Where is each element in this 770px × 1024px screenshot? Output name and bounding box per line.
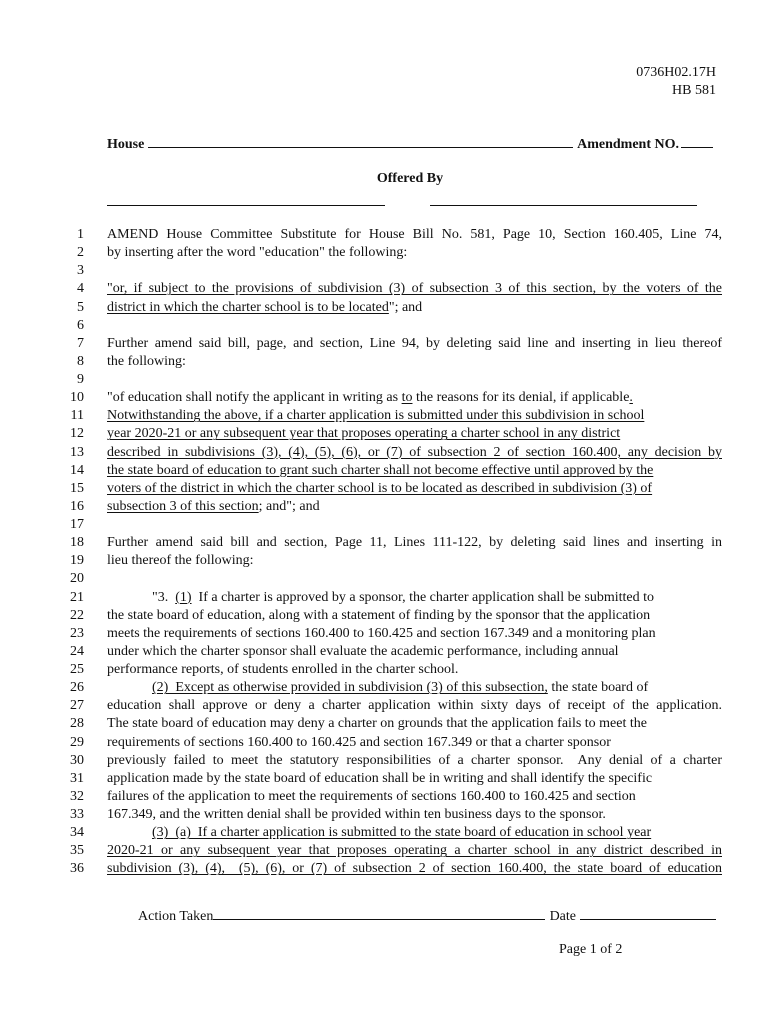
line-text (107, 806, 722, 824)
text-line (50, 371, 722, 389)
line-number: 12 (70, 426, 84, 442)
plain-text: The state board of education may deny a charter on grounds that the application fails to meet the (107, 716, 647, 732)
text-line (50, 552, 722, 570)
text-line (50, 643, 722, 661)
text-line (50, 679, 722, 697)
line-number: 16 (70, 498, 84, 514)
plain-text: Further amend said bill and section, Page 11, Lines 111-122, by deleting said lines and inserting in (107, 535, 722, 551)
plain-text: the state board of education, along with a statement of finding by the sponsor that the application (107, 607, 651, 623)
line-text (107, 462, 722, 480)
plain-text: ; and"; and (258, 498, 320, 514)
text-line (50, 625, 722, 643)
plain-text: AMEND House Committee Substitute for House Bill No. 581, Page 10, Section 160.405, Line 74, (107, 227, 722, 242)
text-line (50, 262, 722, 280)
text-line (50, 480, 722, 498)
line-text (107, 353, 722, 371)
text-line (50, 226, 722, 244)
text-line (50, 244, 722, 262)
inserted-text: voters of the district in which the charter school is to be located as described in subdivision (3) of (107, 480, 653, 496)
house-blank-line (148, 134, 573, 148)
line-text (107, 607, 722, 625)
plain-text: failures of the application to meet the requirements of sections 160.400 to 160.425 and section (107, 788, 636, 804)
text-line (50, 462, 722, 480)
line-text (107, 371, 722, 389)
line-number: 8 (77, 353, 84, 369)
line-number: 6 (77, 317, 84, 333)
line-text (107, 752, 722, 770)
date-label: Date (549, 909, 576, 924)
line-text (107, 788, 722, 806)
text-line (50, 498, 722, 516)
line-number: 36 (70, 861, 84, 877)
line-number: 22 (70, 607, 84, 623)
plain-text: lieu thereof the following: (107, 553, 254, 569)
line-text (107, 824, 722, 842)
line-number: 20 (70, 571, 84, 587)
line-number: 33 (70, 807, 84, 822)
line-text (107, 407, 722, 425)
line-text (107, 625, 722, 643)
line-number: 14 (70, 462, 84, 478)
inserted-text: year 2020-21 or any subsequent year that proposes operating a charter school in any district (107, 426, 621, 442)
plain-text: education shall approve or deny a charter application within sixty days of receipt of the application. (107, 698, 722, 714)
text-line (50, 299, 722, 317)
line-number: 15 (70, 480, 84, 496)
action-taken-label: Action Taken (138, 909, 214, 924)
plain-text: application made by the state board of education shall be in writing and shall identify the specific (107, 770, 653, 786)
line-text (107, 679, 722, 697)
inserted-text: described in subdivisions (3), (4), (5), (6), or (7) of subsection 2 of section 160.400, any decision by (107, 444, 722, 460)
amendment-text (50, 226, 722, 879)
text-line (50, 661, 722, 679)
line-number: 10 (70, 390, 84, 406)
text-line (50, 516, 722, 534)
plain-text: performance reports, of students enrolled in the charter school. (107, 662, 459, 677)
sponsor-signature-line-right (430, 205, 697, 206)
line-number: 35 (70, 843, 84, 859)
line-text (107, 480, 722, 498)
line-number: 2 (77, 245, 84, 261)
text-line (50, 806, 722, 824)
inserted-text: (3) (a) If a charter application is submitted to the state board of education in school year (152, 825, 652, 841)
line-text (107, 552, 722, 570)
line-text (107, 534, 722, 552)
offered-by-label: Offered By (376, 171, 444, 186)
inserted-text: subdivision (3), (4), (5), (6), or (7) of subsection 2 of section 160.400, the state board of education (107, 861, 722, 877)
text-line (50, 860, 722, 878)
plain-text: "; and (388, 299, 423, 315)
line-number: 19 (70, 553, 84, 569)
line-text (107, 842, 722, 860)
sponsor-signature-line-left (107, 205, 385, 206)
plain-text: by inserting after the word "education" the following: (107, 245, 408, 261)
line-text (107, 444, 722, 462)
line-number: 4 (77, 281, 84, 297)
text-line (50, 752, 722, 770)
plain-text: Further amend said bill, page, and section, Line 94, by deleting said line and inserting in lieu thereof (107, 335, 722, 351)
text-line (50, 389, 722, 407)
document-code-block (636, 64, 716, 100)
line-text (107, 570, 722, 588)
text-line (50, 607, 722, 625)
text-line (50, 335, 722, 353)
line-number: 29 (70, 734, 84, 750)
inserted-text: . (629, 390, 633, 406)
house-label: House (107, 137, 145, 152)
plain-text: "3. (152, 589, 176, 605)
line-text (107, 516, 722, 534)
plain-text: the state board of (547, 680, 649, 696)
line-text (107, 715, 722, 733)
line-text (107, 244, 722, 262)
line-number: 34 (70, 825, 84, 841)
text-line (50, 824, 722, 842)
line-number: 30 (70, 752, 84, 768)
text-line (50, 589, 722, 607)
text-line (50, 715, 722, 733)
line-number: 31 (70, 770, 84, 786)
line-number: 9 (77, 372, 84, 387)
line-text (107, 280, 722, 298)
line-text (107, 317, 722, 335)
line-text (107, 734, 722, 752)
plain-text: 167.349, and the written denial shall be provided within ten business days to the sponsor. (107, 807, 606, 822)
inserted-text: the state board of education to grant such charter shall not become effective until approved by the (107, 462, 654, 478)
inserted-text: subsection 3 of this section (107, 498, 259, 514)
line-number: 18 (70, 535, 84, 551)
text-line (50, 444, 722, 462)
document-code: 0736H02.17H (636, 65, 716, 80)
line-text (107, 226, 722, 244)
line-text (107, 335, 722, 353)
line-text (107, 661, 722, 679)
line-number: 23 (70, 625, 84, 641)
plain-text: under which the charter sponsor shall evaluate the academic performance, including annual (107, 643, 619, 659)
line-number: 32 (70, 788, 84, 804)
text-line (50, 842, 722, 860)
line-text (107, 860, 722, 878)
plain-text: requirements of sections 160.400 to 160.425 and section 167.349 or that a charter sponsor (107, 734, 611, 750)
line-number: 1 (77, 227, 84, 242)
line-text (107, 425, 722, 443)
text-line (50, 734, 722, 752)
action-taken-line (138, 906, 716, 925)
line-number: 7 (77, 335, 84, 351)
inserted-text: to (401, 390, 413, 406)
plain-text: previously failed to meet the statutory responsibilities of a charter sponsor. Any denial of a charter (107, 752, 722, 768)
plain-text: If a charter is approved by a sponsor, the charter application shall be submitted to (191, 589, 655, 605)
page-number: Page 1 of 2 (559, 942, 623, 957)
line-number: 27 (70, 698, 84, 714)
inserted-text: "or, if subject to the provisions of subdivision (3) of subsection 3 of this section, by the voters of the (107, 281, 722, 297)
text-line (50, 425, 722, 443)
line-text (107, 697, 722, 715)
line-text (107, 770, 722, 788)
text-line (50, 788, 722, 806)
line-number: 13 (70, 444, 84, 460)
text-line (50, 317, 722, 335)
inserted-text: (1) (175, 589, 192, 605)
text-line (50, 697, 722, 715)
text-line (50, 280, 722, 298)
line-text (107, 299, 722, 317)
line-number: 25 (70, 662, 84, 677)
line-number: 26 (70, 680, 84, 696)
line-text (107, 498, 722, 516)
date-blank (580, 906, 716, 920)
line-text (107, 589, 722, 607)
plain-text: meets the requirements of sections 160.400 to 160.425 and section 167.349 and a monitoring plan (107, 625, 656, 641)
line-number: 11 (70, 408, 84, 424)
line-text (107, 643, 722, 661)
plain-text: the reasons for its denial, if applicable (412, 390, 630, 406)
inserted-text: (2) Except as otherwise provided in subdivision (3) of this subsection, (152, 680, 548, 696)
inserted-text: 2020-21 or any subsequent year that proposes operating a charter school in any district described in (107, 843, 722, 859)
text-line (50, 570, 722, 588)
text-line (50, 534, 722, 552)
house-amendment-line (107, 134, 713, 153)
line-number: 28 (70, 716, 84, 732)
line-number: 17 (70, 517, 84, 532)
text-line (50, 407, 722, 425)
inserted-text: Notwithstanding the above, if a charter application is submitted under this subdivision in school (107, 408, 645, 424)
line-number: 5 (77, 299, 84, 315)
bill-number: HB 581 (672, 83, 716, 98)
line-text (107, 389, 722, 407)
amendment-number-label: Amendment NO. (577, 137, 679, 152)
line-number: 3 (77, 263, 84, 279)
line-text (107, 262, 722, 280)
amendment-number-blank (681, 134, 713, 148)
line-number: 24 (70, 643, 84, 659)
line-number: 21 (70, 589, 84, 605)
action-taken-blank (213, 906, 544, 920)
inserted-text: district in which the charter school is to be located (107, 299, 389, 315)
plain-text: the following: (107, 353, 186, 369)
text-line (50, 353, 722, 371)
text-line (50, 770, 722, 788)
plain-text: "of education shall notify the applicant in writing as (107, 390, 402, 406)
